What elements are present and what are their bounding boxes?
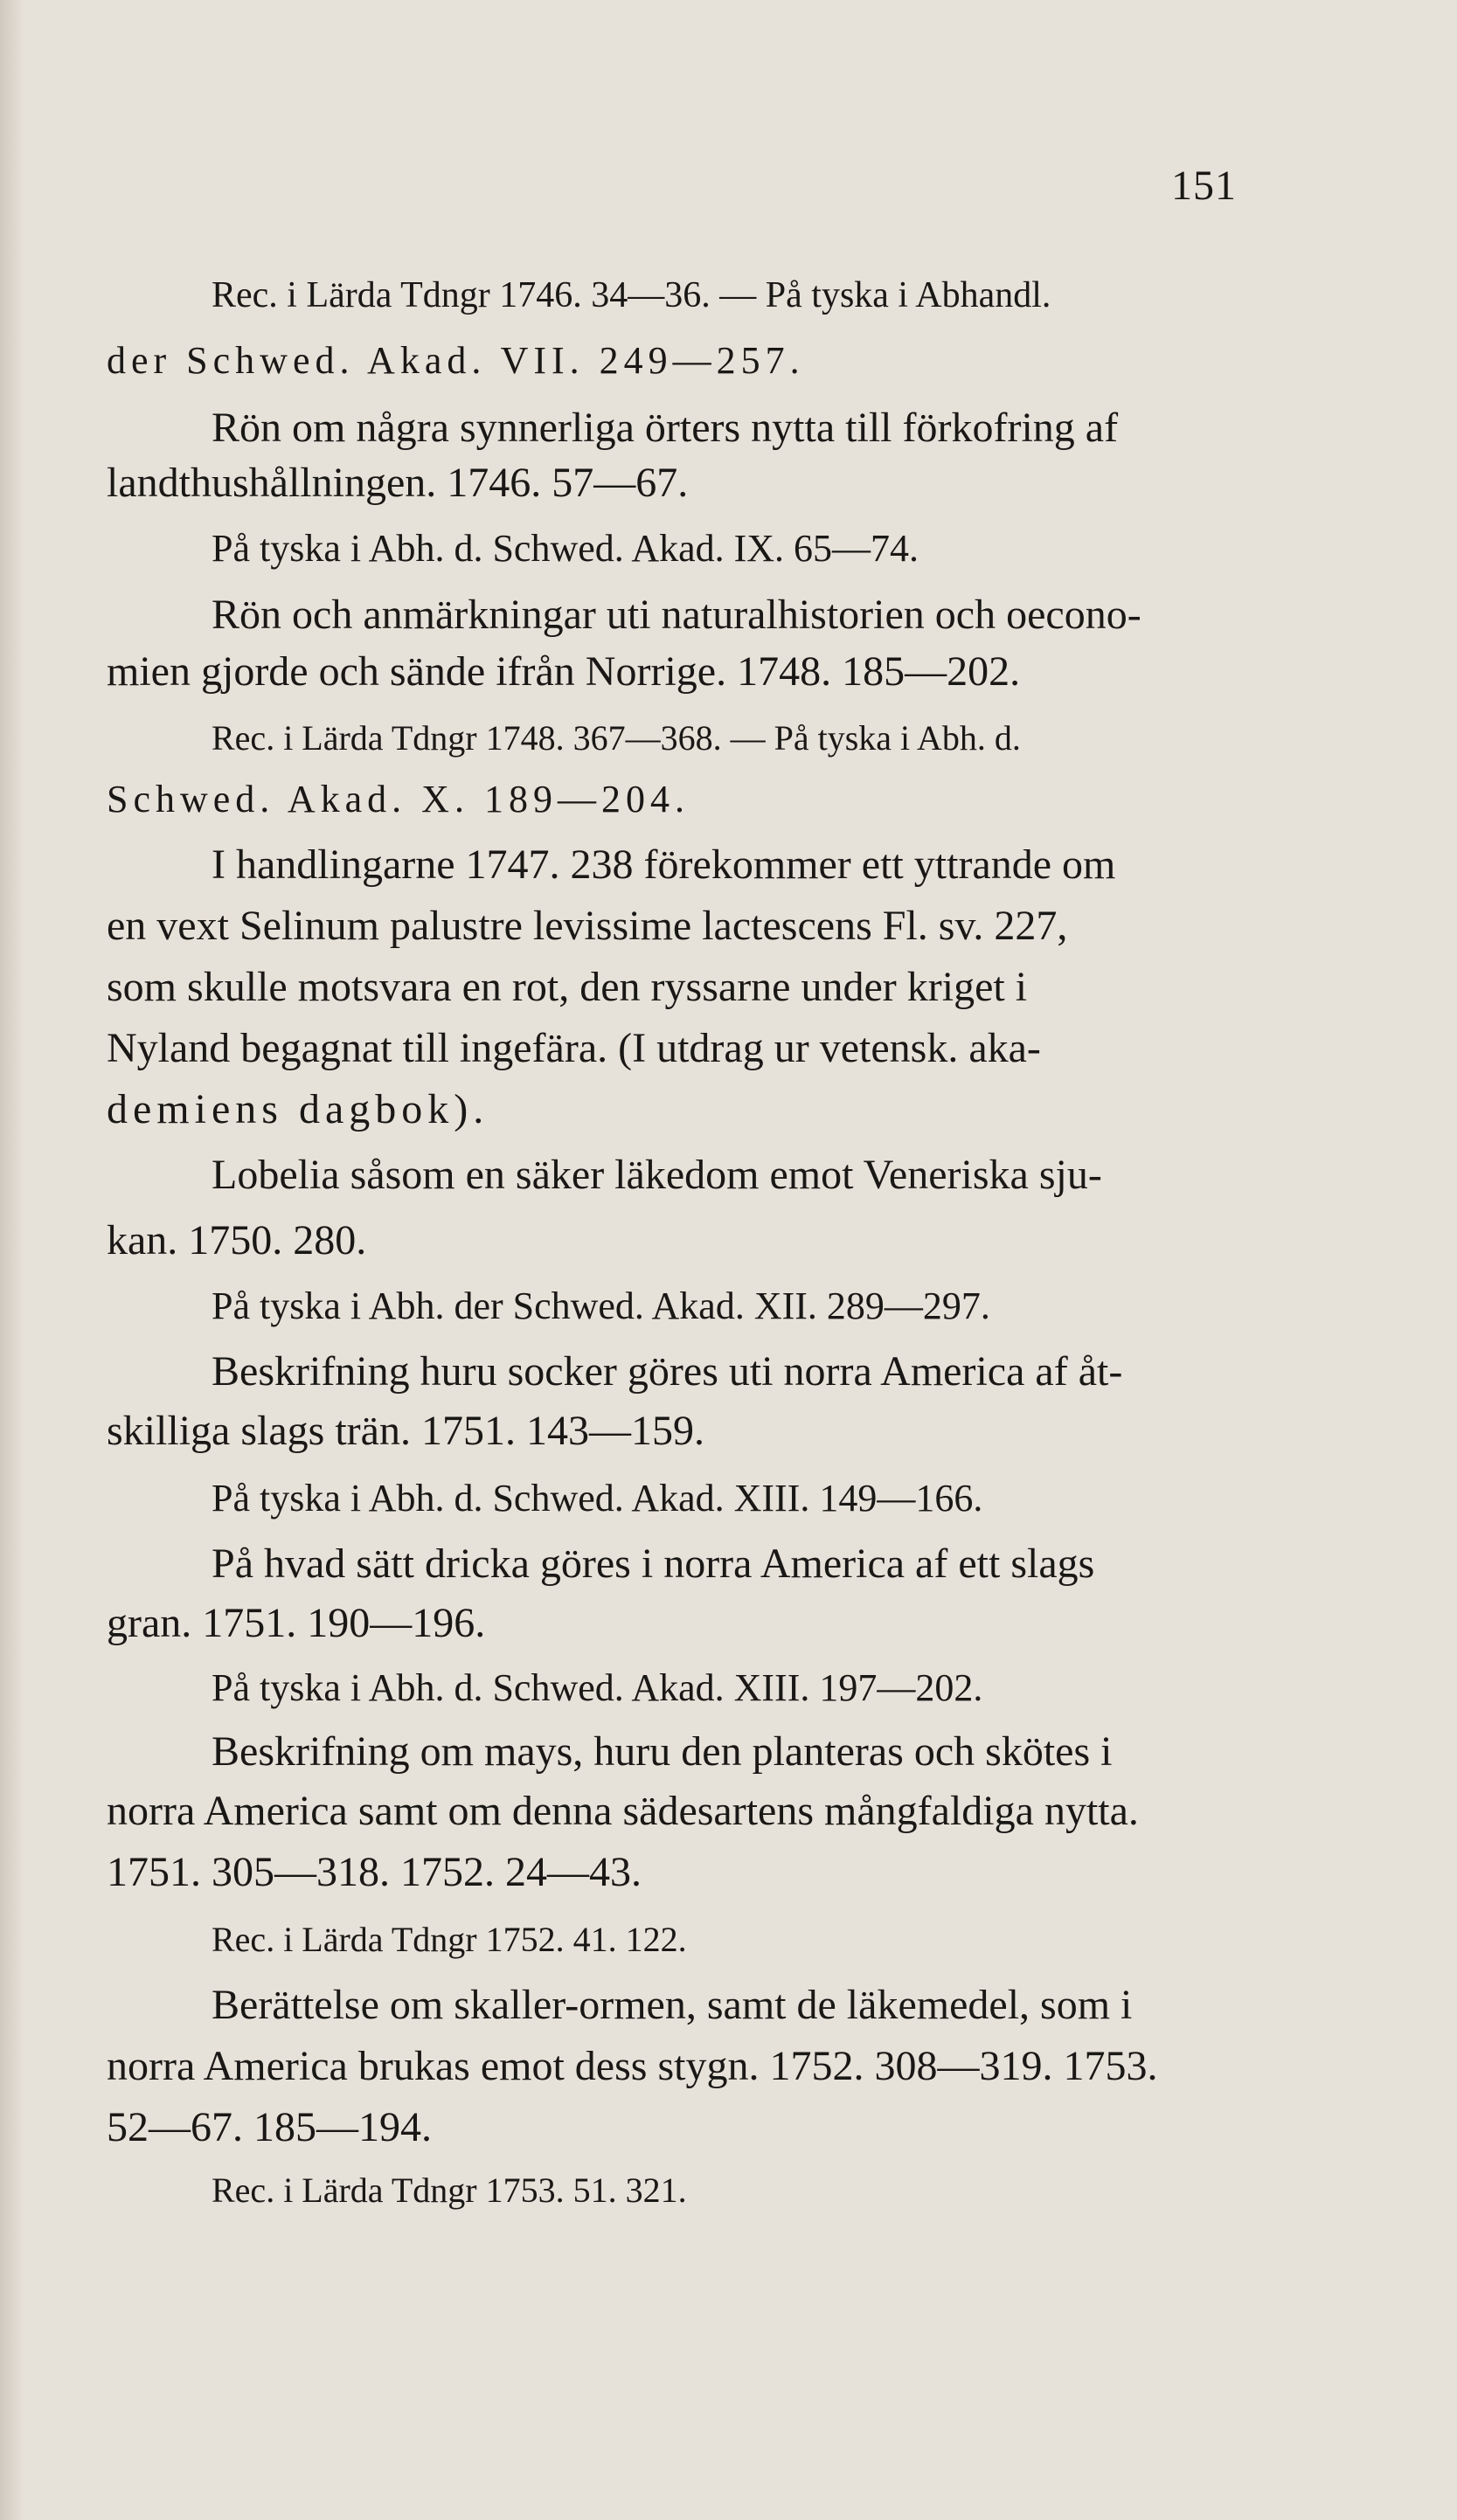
text-line: der Schwed. Akad. VII. 249—257. <box>107 339 805 382</box>
text-line: Rec. i Lärda Tdngr 1752. 41. 122. <box>212 1920 687 1959</box>
text-line: 52—67. 185—194. <box>107 2104 432 2150</box>
text-line: som skulle motsvara en rot, den ryssarne under kriget i <box>107 964 1028 1010</box>
text-line: På hvad sätt dricka göres i norra America af ett slags <box>212 1540 1095 1587</box>
text-line: gran. 1751. 190—196. <box>107 1600 486 1646</box>
page-number: 151 <box>1171 163 1237 209</box>
text-line: Rec. i Lärda Tdngr 1748. 367—368. — På tyska i Abh. d. <box>212 718 1021 758</box>
text-line: Nyland begagnat till ingefära. (I utdrag ur vetensk. aka- <box>107 1025 1041 1071</box>
text-line: På tyska i Abh. der Schwed. Akad. XII. 289—297. <box>212 1284 990 1327</box>
text-line: På tyska i Abh. d. Schwed. Akad. XIII. 149—166. <box>212 1477 983 1520</box>
text-line: landthushållningen. 1746. 57—67. <box>107 460 689 506</box>
text-line: 1751. 305—318. 1752. 24—43. <box>107 1849 642 1895</box>
text-line: I handlingarne 1747. 238 förekommer ett yttrande om <box>212 841 1116 888</box>
text-line: Berättelse om skaller-ormen, samt de läkemedel, som i <box>212 1982 1133 2028</box>
text-line: På tyska i Abh. d. Schwed. Akad. XIII. 197—202. <box>212 1666 983 1709</box>
text-line: Beskrifning om mays, huru den planteras och skötes i <box>212 1728 1113 1775</box>
text-line: kan. 1750. 280. <box>107 1217 367 1263</box>
text-line: Lobelia såsom en säker läkedom emot Veneriska sju- <box>212 1152 1102 1198</box>
text-line: norra America brukas emot dess stygn. 1752. 308—319. 1753. <box>107 2043 1158 2089</box>
text-line: skilliga slags trän. 1751. 143—159. <box>107 1408 704 1454</box>
text-line: På tyska i Abh. d. Schwed. Akad. IX. 65—74. <box>212 527 919 570</box>
text-line: Rec. i Lärda Tdngr 1746. 34—36. — På tyska i Abhandl. <box>212 275 1051 315</box>
text-line: Schwed. Akad. X. 189—204. <box>107 778 690 820</box>
text-line: demiens dagbok). <box>107 1086 489 1132</box>
text-line: Rec. i Lärda Tdngr 1753. 51. 321. <box>212 2170 687 2210</box>
text-line: Beskrifning huru socker göres uti norra America af åt- <box>212 1348 1123 1395</box>
text-line: Rön och anmärkningar uti naturalhistorien och oecono- <box>212 592 1141 638</box>
text-line: Rön om några synnerliga örters nytta till förkofring af <box>212 405 1119 451</box>
page-gutter <box>0 0 24 2520</box>
text-line: norra America samt om denna sädesartens mångfaldiga nytta. <box>107 1788 1139 1834</box>
text-line: en vext Selinum palustre levissime lactescens Fl. sv. 227, <box>107 903 1068 949</box>
text-line: mien gjorde och sände ifrån Norrige. 1748. 185—202. <box>107 648 1021 695</box>
